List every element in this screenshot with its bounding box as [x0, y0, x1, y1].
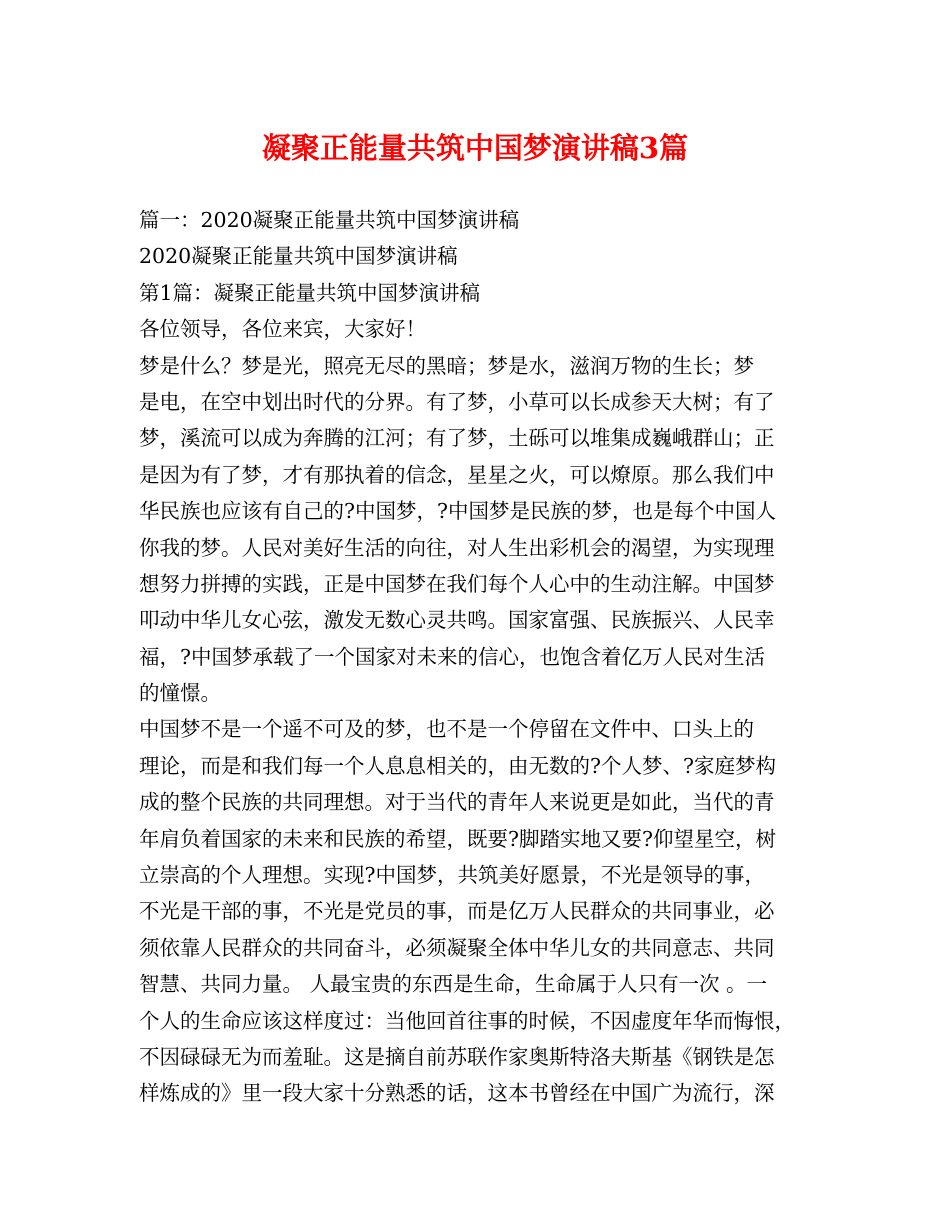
body-line: 年肩负着国家的未来和民族的希望，既要?脚踏实地又要?仰望星空，树: [139, 826, 776, 851]
body-line: 是因为有了梦，才有那执着的信念，星星之火，可以燎原。那么我们中: [139, 462, 775, 487]
body-line: 想努力拼搏的实践，正是中国梦在我们每个人心中的生动注解。中国梦: [139, 571, 775, 596]
body-line: 2020凝聚正能量共筑中国梦演讲稿: [139, 244, 458, 269]
body-line: 第1篇：凝聚正能量共筑中国梦演讲稿: [139, 280, 481, 305]
body-line: 智慧、共同力量。 人最宝贵的东西是生命，生命属于人只有一次 。一: [139, 972, 768, 997]
body-line: 篇一：2020凝聚正能量共筑中国梦演讲稿: [139, 208, 520, 232]
body-line: 梦，溪流可以成为奔腾的江河；有了梦，土砾可以堆集成巍峨群山；正: [139, 426, 775, 451]
body-line: 是电，在空中划出时代的分界。有了梦，小草可以长成参天大树；有了: [139, 389, 775, 414]
document-body: [139, 202, 819, 1112]
body-line: 各位领导，各位来宾，大家好！: [139, 317, 426, 342]
body-line: 华民族也应该有自己的?中国梦，?中国梦是民族的梦，也是每个中国人: [139, 499, 776, 524]
body-line: 的憧憬。: [139, 681, 221, 706]
body-line: 你我的梦。人民对美好生活的向往，对人生出彩机会的渴望，为实现理: [139, 535, 775, 560]
document-title: 凝聚正能量共筑中国梦演讲稿3篇: [261, 131, 689, 165]
body-line: 中国梦不是一个遥不可及的梦，也不是一个停留在文件中、口头上的: [139, 717, 754, 742]
body-line: 不因碌碌无为而羞耻。这是摘自前苏联作家奥斯特洛夫斯基《钢铁是怎: [139, 1044, 775, 1069]
body-line: 梦是什么？梦是光，照亮无尽的黑暗；梦是水，滋润万物的生长；梦: [139, 353, 754, 378]
body-line: 不光是干部的事，不光是党员的事，而是亿万人民群众的共同事业，必: [139, 899, 775, 924]
body-line: 须依靠人民群众的共同奋斗，必须凝聚全体中华儿女的共同意志、共同: [139, 935, 775, 960]
body-line: 个人的生命应该这样度过：当他回首往事的时候，不因虚度年华而悔恨，: [139, 1008, 795, 1033]
body-line: 成的整个民族的共同理想。对于当代的青年人来说更是如此，当代的青: [139, 790, 775, 815]
body-line: 理论，而是和我们每一个人息息相关的，由无数的?个人梦、?家庭梦构: [139, 753, 776, 778]
body-line: 样炼成的》里一段大家十分熟悉的话，这本书曾经在中国广为流行，深: [139, 1081, 775, 1106]
body-line: 福，?中国梦承载了一个国家对未来的信心，也饱含着亿万人民对生活: [139, 644, 765, 669]
body-line: 叩动中华儿女心弦，激发无数心灵共鸣。国家富强、民族振兴、人民幸: [139, 608, 775, 633]
body-line: 立崇高的个人理想。实现?中国梦，共筑美好愿景，不光是领导的事，: [139, 863, 765, 888]
